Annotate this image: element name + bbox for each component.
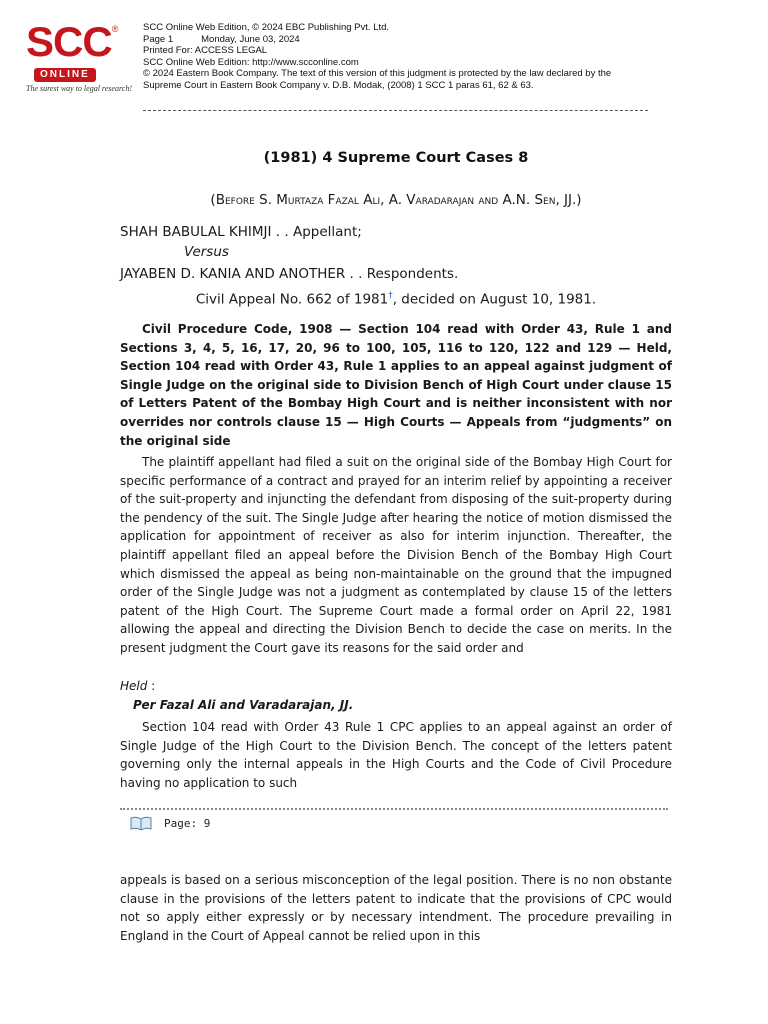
website-line: SCC Online Web Edition: http://www.scconline.com	[143, 56, 359, 68]
headnote: Civil Procedure Code, 1908 — Section 104 read with Order 43, Rule 1 and Sections 3, 4, 5, 16, 17, 20, 96 to 100, 105, 116 to 120, 122 and 129 — Held, Section 104 read with Order 43, Rule 1 applies to an appeal against judgment of Single Judge on the original side to Division Bench of High Court under clause 15 of Letters Patent of the Bombay High Court and is neither inconsistent with nor overrides nor controls clause 15 — High Courts — Appeals from “judgments” on the original side	[120, 322, 672, 448]
scc-online-logo	[26, 18, 134, 93]
printed-for-line: Printed For: ACCESS LEGAL	[143, 45, 268, 56]
respondent-line: JAYABEN D. KANIA AND ANOTHER . . Respondents.	[120, 266, 459, 282]
open-book-icon	[130, 815, 152, 831]
held-heading	[120, 679, 155, 693]
appeal-details	[120, 291, 672, 308]
page-date-line	[143, 34, 643, 46]
print-date: Monday, June 03, 2024	[201, 33, 300, 45]
page-marker-label: Page: 9	[164, 816, 211, 830]
logo-online-badge: ONLINE	[34, 68, 96, 82]
logo-tagline: The surest way to legal research!	[26, 84, 132, 93]
copyright-notice: © 2024 Eastern Book Company. The text of this version of this judgment is protected by the law declared by the Supreme Court in Eastern Book Company v. D.B. Modak, (2008) 1 SCC 1 paras 61, 62 & 63.	[143, 68, 612, 91]
footnote-link[interactable]: †	[388, 291, 393, 301]
bench-line: (Before S. Murtaza Fazal Ali, A. Varadarajan and A.N. Sen, JJ.)	[210, 192, 582, 208]
page-break-divider	[120, 808, 668, 810]
held-label: Held	[120, 679, 148, 693]
continuation-paragraph: appeals is based on a serious misconception of the legal position. There is no non obstante clause in the provisions of the letters patent to indicate that the provisions of CPC would not so apply either expressly or by necessary intendment. The procedure prevailing in England in the Court of Appeal cannot be relied upon in this	[120, 873, 672, 943]
appellant-line: SHAH BABULAL KHIMJI . . Appellant;	[120, 224, 362, 240]
logo-registered-mark: ®	[111, 24, 119, 34]
per-judges-line: Per Fazal Ali and Varadarajan, JJ.	[133, 698, 354, 712]
appeal-number: Civil Appeal No. 662 of 1981	[195, 291, 389, 308]
header-divider	[143, 110, 648, 111]
decision-date: , decided on August 10, 1981.	[392, 291, 597, 308]
case-citation: (1981) 4 Supreme Court Cases 8	[263, 150, 529, 166]
print-metadata	[143, 22, 643, 91]
held-paragraph: Section 104 read with Order 43 Rule 1 CPC applies to an appeal against an order of Single Judge of the High Court to the Division Bench. The concept of the letters patent governing only the internal appeals in the High Courts and the Code of Civil Procedure having no application to such	[120, 720, 672, 790]
held-colon: :	[147, 679, 156, 693]
versus-label: Versus	[184, 244, 229, 260]
logo-brand: SCC	[26, 18, 112, 65]
edition-line: SCC Online Web Edition, © 2024 EBC Publishing Pvt. Ltd.	[143, 22, 390, 33]
page-marker	[130, 815, 210, 831]
page-number: Page 1	[143, 33, 174, 45]
facts-paragraph: The plaintiff appellant had filed a suit on the original side of the Bombay High Court for specific performance of a contract and prayed for an interim relief by appointing a receiver of the suit-property and injuncting the defendant from disposing of the suit-property during the pendency of the suit. The Single Judge after hearing the notice of motion dismissed the application for appointment of receiver as also for interim injunction. Thereafter, the plaintiff appellant filed an appeal before the Division Bench of the Bombay High Court which dismissed the appeal as being non-maintainable on the ground that the impugned order of the Single Judge was not a judgment as contemplated by clause 15 of the letters patent of the High Court. The Supreme Court made a formal order on April 22, 1981 allowing the appeal and directing the Division Bench to decide the case on merits. In the present judgment the Court gave its reasons for the said order and	[120, 455, 672, 655]
